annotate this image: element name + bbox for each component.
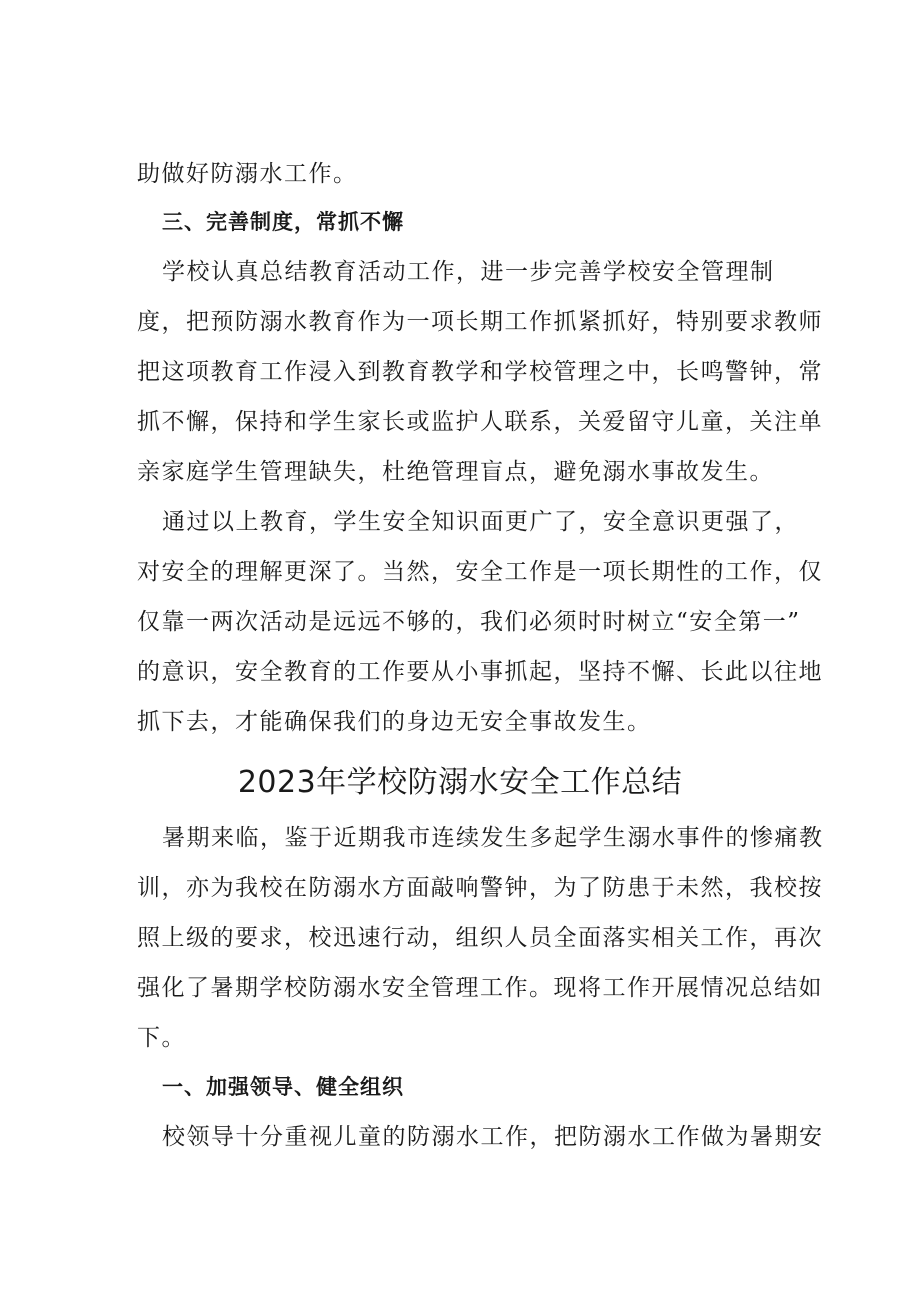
paragraph-line: 照上级的要求，校迅速行动，组织人员全面落实相关工作，再次 [137, 925, 823, 951]
paragraph-line: 强化了暑期学校防溺水安全管理工作。现将工作开展情况总结如 [137, 975, 823, 1001]
continuation-line: 助做好防溺水工作。 [137, 161, 358, 187]
paragraph-line: 下。 [137, 1025, 186, 1051]
paragraph-line: 对安全的理解更深了。当然，安全工作是一项长期性的工作，仅 [137, 559, 823, 585]
paragraph-line: 的意识，安全教育的工作要从小事抓起，坚持不懈、长此以往地 [137, 659, 823, 685]
section-heading-3: 三、完善制度，常抓不懈 [162, 210, 404, 234]
paragraph-line: 抓下去，才能确保我们的身边无安全事故发生。 [137, 709, 652, 735]
paragraph-line: 训，亦为我校在防溺水方面敲响警钟，为了防患于未然，我校按 [137, 875, 823, 901]
paragraph-line: 校领导十分重视儿童的防溺水工作，把防溺水工作做为暑期安 [162, 1124, 824, 1150]
document-title: 2023年学校防溺水安全工作总结 [237, 765, 683, 800]
section-heading-1: 一、加强领导、健全组织 [162, 1075, 404, 1099]
paragraph-line: 暑期来临，鉴于近期我市连续发生多起学生溺水事件的惨痛教 [162, 825, 824, 851]
paragraph-line: 仅靠一两次活动是远远不够的，我们必须时时树立“安全第一” [137, 609, 801, 635]
paragraph-line: 亲家庭学生管理缺失，杜绝管理盲点，避免溺水事故发生。 [137, 459, 774, 485]
paragraph-line: 把这项教育工作浸入到教育教学和学校管理之中，长鸣警钟，常 [137, 359, 823, 385]
paragraph-line: 通过以上教育，学生安全知识面更广了，安全意识更强了， [162, 509, 799, 535]
paragraph-line: 度，把预防溺水教育作为一项长期工作抓紧抓好，特别要求教师 [137, 309, 823, 335]
paragraph-line: 抓不懈，保持和学生家长或监护人联系，关爱留守儿童，关注单 [137, 409, 823, 435]
paragraph-line: 学校认真总结教育活动工作，进一步完善学校安全管理制 [162, 259, 775, 285]
